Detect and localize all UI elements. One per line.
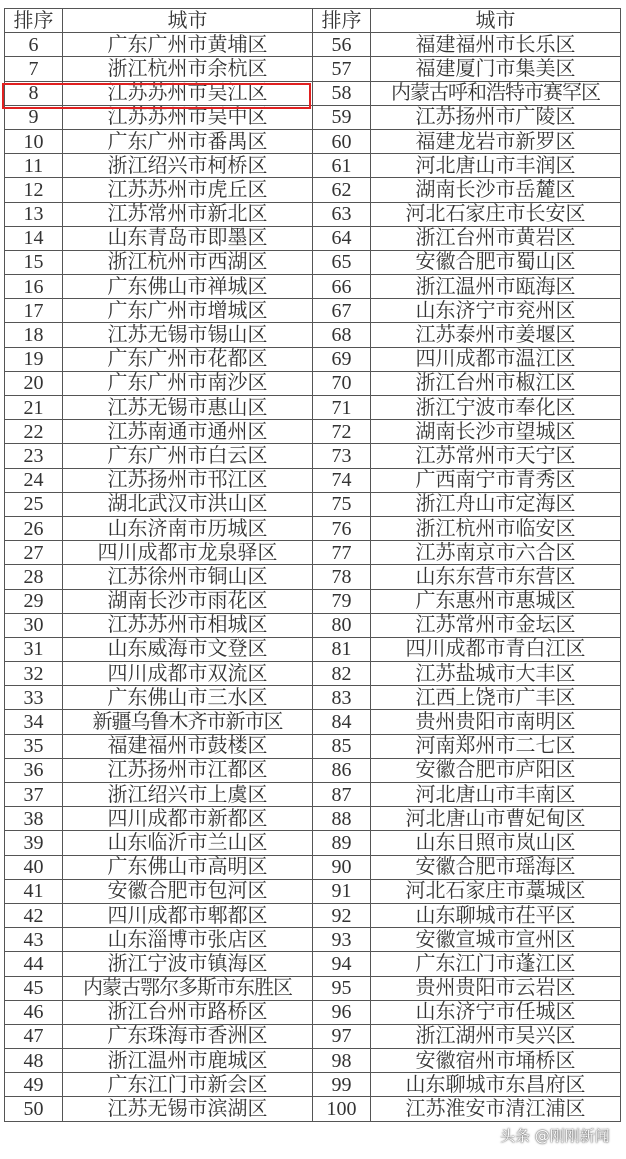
rank-cell: 83	[313, 686, 371, 710]
city-cell: 河北石家庄市藁城区	[371, 879, 621, 903]
table-row	[5, 275, 621, 299]
city-cell: 广东广州市白云区	[63, 444, 313, 468]
rank-cell: 86	[313, 758, 371, 782]
rank-cell: 61	[313, 154, 371, 178]
city-cell: 广东广州市黄埔区	[63, 33, 313, 57]
rank-cell: 71	[313, 396, 371, 420]
city-cell: 江苏常州市新北区	[63, 202, 313, 226]
table-row	[5, 589, 621, 613]
rank-cell: 19	[5, 347, 63, 371]
city-cell: 江苏无锡市惠山区	[63, 396, 313, 420]
table-row	[5, 105, 621, 129]
rank-cell: 41	[5, 879, 63, 903]
rank-cell: 65	[313, 250, 371, 274]
city-cell: 江苏无锡市锡山区	[63, 323, 313, 347]
rank-cell: 39	[5, 831, 63, 855]
rank-cell: 73	[313, 444, 371, 468]
rank-cell: 34	[5, 710, 63, 734]
table-row	[5, 81, 621, 105]
rank-cell: 43	[5, 928, 63, 952]
city-cell: 山东东营市东营区	[371, 565, 621, 589]
rank-cell: 40	[5, 855, 63, 879]
rank-cell: 36	[5, 758, 63, 782]
table-row	[5, 202, 621, 226]
city-cell: 浙江宁波市奉化区	[371, 396, 621, 420]
city-cell: 浙江舟山市定海区	[371, 492, 621, 516]
rank-cell: 97	[313, 1024, 371, 1048]
rank-cell: 58	[313, 81, 371, 105]
city-cell: 广东惠州市惠城区	[371, 589, 621, 613]
city-cell: 广西南宁市青秀区	[371, 468, 621, 492]
city-cell: 浙江湖州市吴兴区	[371, 1024, 621, 1048]
rank-cell: 62	[313, 178, 371, 202]
table-row	[5, 492, 621, 516]
rank-cell: 29	[5, 589, 63, 613]
rank-cell: 81	[313, 637, 371, 661]
table-row	[5, 879, 621, 903]
city-cell: 浙江温州市鹿城区	[63, 1049, 313, 1073]
city-cell: 内蒙古呼和浩特市赛罕区	[371, 81, 621, 105]
table-body	[5, 33, 621, 1121]
city-cell: 浙江绍兴市柯桥区	[63, 154, 313, 178]
table-row	[5, 734, 621, 758]
table-row	[5, 662, 621, 686]
rank-cell: 68	[313, 323, 371, 347]
table-row	[5, 420, 621, 444]
city-cell: 江苏苏州市虎丘区	[63, 178, 313, 202]
city-cell: 湖南长沙市雨花区	[63, 589, 313, 613]
table-row	[5, 347, 621, 371]
rank-cell: 20	[5, 371, 63, 395]
rank-cell: 85	[313, 734, 371, 758]
table-row	[5, 831, 621, 855]
rank-cell: 98	[313, 1049, 371, 1073]
table-row	[5, 1073, 621, 1097]
city-header: 城市	[371, 9, 621, 33]
rank-cell: 100	[313, 1097, 371, 1121]
city-cell: 湖南长沙市岳麓区	[371, 178, 621, 202]
city-cell: 江苏南京市六合区	[371, 541, 621, 565]
rank-cell: 93	[313, 928, 371, 952]
rank-cell: 7	[5, 57, 63, 81]
rank-cell: 10	[5, 129, 63, 153]
table-row	[5, 565, 621, 589]
city-cell: 四川成都市双流区	[63, 662, 313, 686]
rank-cell: 38	[5, 807, 63, 831]
rank-cell: 50	[5, 1097, 63, 1121]
city-cell: 江苏泰州市姜堰区	[371, 323, 621, 347]
city-cell: 贵州贵阳市云岩区	[371, 976, 621, 1000]
city-cell: 江苏扬州市邗江区	[63, 468, 313, 492]
table-row	[5, 154, 621, 178]
rank-cell: 88	[313, 807, 371, 831]
city-cell: 湖南长沙市望城区	[371, 420, 621, 444]
rank-cell: 76	[313, 516, 371, 540]
rank-cell: 28	[5, 565, 63, 589]
rank-cell: 70	[313, 371, 371, 395]
rank-cell: 67	[313, 299, 371, 323]
city-cell: 广东广州市南沙区	[63, 371, 313, 395]
rank-cell: 60	[313, 129, 371, 153]
table-row	[5, 1049, 621, 1073]
city-cell: 江苏扬州市广陵区	[371, 105, 621, 129]
rank-cell: 44	[5, 952, 63, 976]
rank-cell: 56	[313, 33, 371, 57]
city-cell: 安徽合肥市包河区	[63, 879, 313, 903]
table-row	[5, 541, 621, 565]
rank-cell: 35	[5, 734, 63, 758]
rank-cell: 26	[5, 516, 63, 540]
city-header: 城市	[63, 9, 313, 33]
rank-cell: 31	[5, 637, 63, 661]
rank-cell: 89	[313, 831, 371, 855]
table-row	[5, 928, 621, 952]
rank-cell: 80	[313, 613, 371, 637]
city-cell: 河北唐山市丰南区	[371, 783, 621, 807]
rank-cell: 59	[313, 105, 371, 129]
city-cell: 浙江杭州市临安区	[371, 516, 621, 540]
city-cell: 福建龙岩市新罗区	[371, 129, 621, 153]
city-cell: 河南郑州市二七区	[371, 734, 621, 758]
rank-cell: 30	[5, 613, 63, 637]
city-cell: 四川成都市新都区	[63, 807, 313, 831]
rank-cell: 23	[5, 444, 63, 468]
rank-cell: 66	[313, 275, 371, 299]
rank-cell: 13	[5, 202, 63, 226]
rank-cell: 77	[313, 541, 371, 565]
city-cell: 山东临沂市兰山区	[63, 831, 313, 855]
city-cell: 福建福州市鼓楼区	[63, 734, 313, 758]
city-cell: 山东聊城市东昌府区	[371, 1073, 621, 1097]
watermark: 头条 @刚刚新闻	[500, 1127, 610, 1145]
city-cell: 浙江台州市路桥区	[63, 1000, 313, 1024]
city-cell: 江苏常州市金坛区	[371, 613, 621, 637]
rank-cell: 94	[313, 952, 371, 976]
table-row	[5, 226, 621, 250]
city-cell: 安徽合肥市蜀山区	[371, 250, 621, 274]
rank-cell: 8	[5, 81, 63, 105]
table-row	[5, 1097, 621, 1121]
rank-cell: 22	[5, 420, 63, 444]
city-cell: 浙江台州市椒江区	[371, 371, 621, 395]
city-cell: 广东广州市花都区	[63, 347, 313, 371]
city-cell: 浙江温州市瓯海区	[371, 275, 621, 299]
rank-cell: 90	[313, 855, 371, 879]
table-row	[5, 952, 621, 976]
city-cell: 江苏常州市天宁区	[371, 444, 621, 468]
city-cell: 山东济南市历城区	[63, 516, 313, 540]
rank-cell: 15	[5, 250, 63, 274]
city-cell: 湖北武汉市洪山区	[63, 492, 313, 516]
city-cell: 安徽宿州市埇桥区	[371, 1049, 621, 1073]
table-row	[5, 783, 621, 807]
table-row	[5, 903, 621, 927]
rank-cell: 48	[5, 1049, 63, 1073]
city-cell: 新疆乌鲁木齐市新市区	[63, 710, 313, 734]
rank-cell: 91	[313, 879, 371, 903]
city-cell: 广东江门市新会区	[63, 1073, 313, 1097]
rank-cell: 69	[313, 347, 371, 371]
city-cell: 河北唐山市曹妃甸区	[371, 807, 621, 831]
ranking-table	[4, 8, 621, 1122]
rank-cell: 27	[5, 541, 63, 565]
rank-cell: 37	[5, 783, 63, 807]
rank-cell: 96	[313, 1000, 371, 1024]
rank-header: 排序	[313, 9, 371, 33]
city-cell: 河北石家庄市长安区	[371, 202, 621, 226]
rank-cell: 87	[313, 783, 371, 807]
city-cell: 山东淄博市张店区	[63, 928, 313, 952]
rank-cell: 25	[5, 492, 63, 516]
table-row	[5, 516, 621, 540]
city-cell: 山东威海市文登区	[63, 637, 313, 661]
rank-cell: 82	[313, 662, 371, 686]
rank-cell: 17	[5, 299, 63, 323]
city-cell: 江苏盐城市大丰区	[371, 662, 621, 686]
table-row	[5, 57, 621, 81]
city-cell: 河北唐山市丰润区	[371, 154, 621, 178]
city-cell: 江苏苏州市吴江区	[63, 81, 313, 105]
rank-cell: 45	[5, 976, 63, 1000]
city-cell: 广东佛山市三水区	[63, 686, 313, 710]
rank-cell: 63	[313, 202, 371, 226]
city-cell: 广东广州市增城区	[63, 299, 313, 323]
table-row	[5, 299, 621, 323]
rank-cell: 18	[5, 323, 63, 347]
city-cell: 四川成都市龙泉驿区	[63, 541, 313, 565]
city-cell: 安徽合肥市瑶海区	[371, 855, 621, 879]
table-row	[5, 371, 621, 395]
city-cell: 安徽合肥市庐阳区	[371, 758, 621, 782]
rank-cell: 33	[5, 686, 63, 710]
rank-cell: 32	[5, 662, 63, 686]
city-cell: 广东佛山市高明区	[63, 855, 313, 879]
city-cell: 广东佛山市禅城区	[63, 275, 313, 299]
city-cell: 浙江台州市黄岩区	[371, 226, 621, 250]
rank-cell: 42	[5, 903, 63, 927]
rank-cell: 78	[313, 565, 371, 589]
rank-cell: 14	[5, 226, 63, 250]
table-row	[5, 758, 621, 782]
table-row	[5, 178, 621, 202]
rank-cell: 16	[5, 275, 63, 299]
city-cell: 江苏苏州市吴中区	[63, 105, 313, 129]
rank-cell: 75	[313, 492, 371, 516]
rank-cell: 21	[5, 396, 63, 420]
rank-cell: 11	[5, 154, 63, 178]
city-cell: 广东广州市番禺区	[63, 129, 313, 153]
rank-cell: 79	[313, 589, 371, 613]
rank-cell: 84	[313, 710, 371, 734]
city-cell: 浙江绍兴市上虞区	[63, 783, 313, 807]
city-cell: 广东珠海市香洲区	[63, 1024, 313, 1048]
table-row	[5, 396, 621, 420]
rank-cell: 57	[313, 57, 371, 81]
table-header-row	[5, 9, 621, 33]
table-row	[5, 686, 621, 710]
city-cell: 山东日照市岚山区	[371, 831, 621, 855]
table-row	[5, 613, 621, 637]
city-cell: 福建福州市长乐区	[371, 33, 621, 57]
city-cell: 浙江宁波市镇海区	[63, 952, 313, 976]
city-cell: 福建厦门市集美区	[371, 57, 621, 81]
city-cell: 江苏无锡市滨湖区	[63, 1097, 313, 1121]
table-row	[5, 468, 621, 492]
city-cell: 浙江杭州市西湖区	[63, 250, 313, 274]
city-cell: 江苏苏州市相城区	[63, 613, 313, 637]
table-row	[5, 250, 621, 274]
city-cell: 四川成都市郫都区	[63, 903, 313, 927]
city-cell: 内蒙古鄂尔多斯市东胜区	[63, 976, 313, 1000]
rank-cell: 9	[5, 105, 63, 129]
table-row	[5, 637, 621, 661]
city-cell: 江苏徐州市铜山区	[63, 565, 313, 589]
table-row	[5, 807, 621, 831]
rank-cell: 49	[5, 1073, 63, 1097]
rank-cell: 46	[5, 1000, 63, 1024]
city-cell: 江苏淮安市清江浦区	[371, 1097, 621, 1121]
rank-cell: 92	[313, 903, 371, 927]
table-row	[5, 323, 621, 347]
rank-cell: 99	[313, 1073, 371, 1097]
rank-cell: 95	[313, 976, 371, 1000]
city-cell: 江西上饶市广丰区	[371, 686, 621, 710]
city-cell: 山东聊城市茌平区	[371, 903, 621, 927]
rank-header: 排序	[5, 9, 63, 33]
rank-cell: 72	[313, 420, 371, 444]
city-cell: 山东济宁市任城区	[371, 1000, 621, 1024]
table-row	[5, 710, 621, 734]
rank-cell: 64	[313, 226, 371, 250]
rank-cell: 12	[5, 178, 63, 202]
table-row	[5, 444, 621, 468]
rank-cell: 24	[5, 468, 63, 492]
table-row	[5, 33, 621, 57]
city-cell: 山东青岛市即墨区	[63, 226, 313, 250]
city-cell: 山东济宁市兖州区	[371, 299, 621, 323]
city-cell: 江苏南通市通州区	[63, 420, 313, 444]
city-cell: 四川成都市青白江区	[371, 637, 621, 661]
table-row	[5, 976, 621, 1000]
city-cell: 浙江杭州市余杭区	[63, 57, 313, 81]
table-row	[5, 1000, 621, 1024]
city-cell: 安徽宣城市宣州区	[371, 928, 621, 952]
table-row	[5, 129, 621, 153]
table-row	[5, 1024, 621, 1048]
city-cell: 江苏扬州市江都区	[63, 758, 313, 782]
city-cell: 贵州贵阳市南明区	[371, 710, 621, 734]
rank-cell: 47	[5, 1024, 63, 1048]
rank-cell: 74	[313, 468, 371, 492]
city-cell: 广东江门市蓬江区	[371, 952, 621, 976]
city-cell: 四川成都市温江区	[371, 347, 621, 371]
table-row	[5, 855, 621, 879]
rank-cell: 6	[5, 33, 63, 57]
